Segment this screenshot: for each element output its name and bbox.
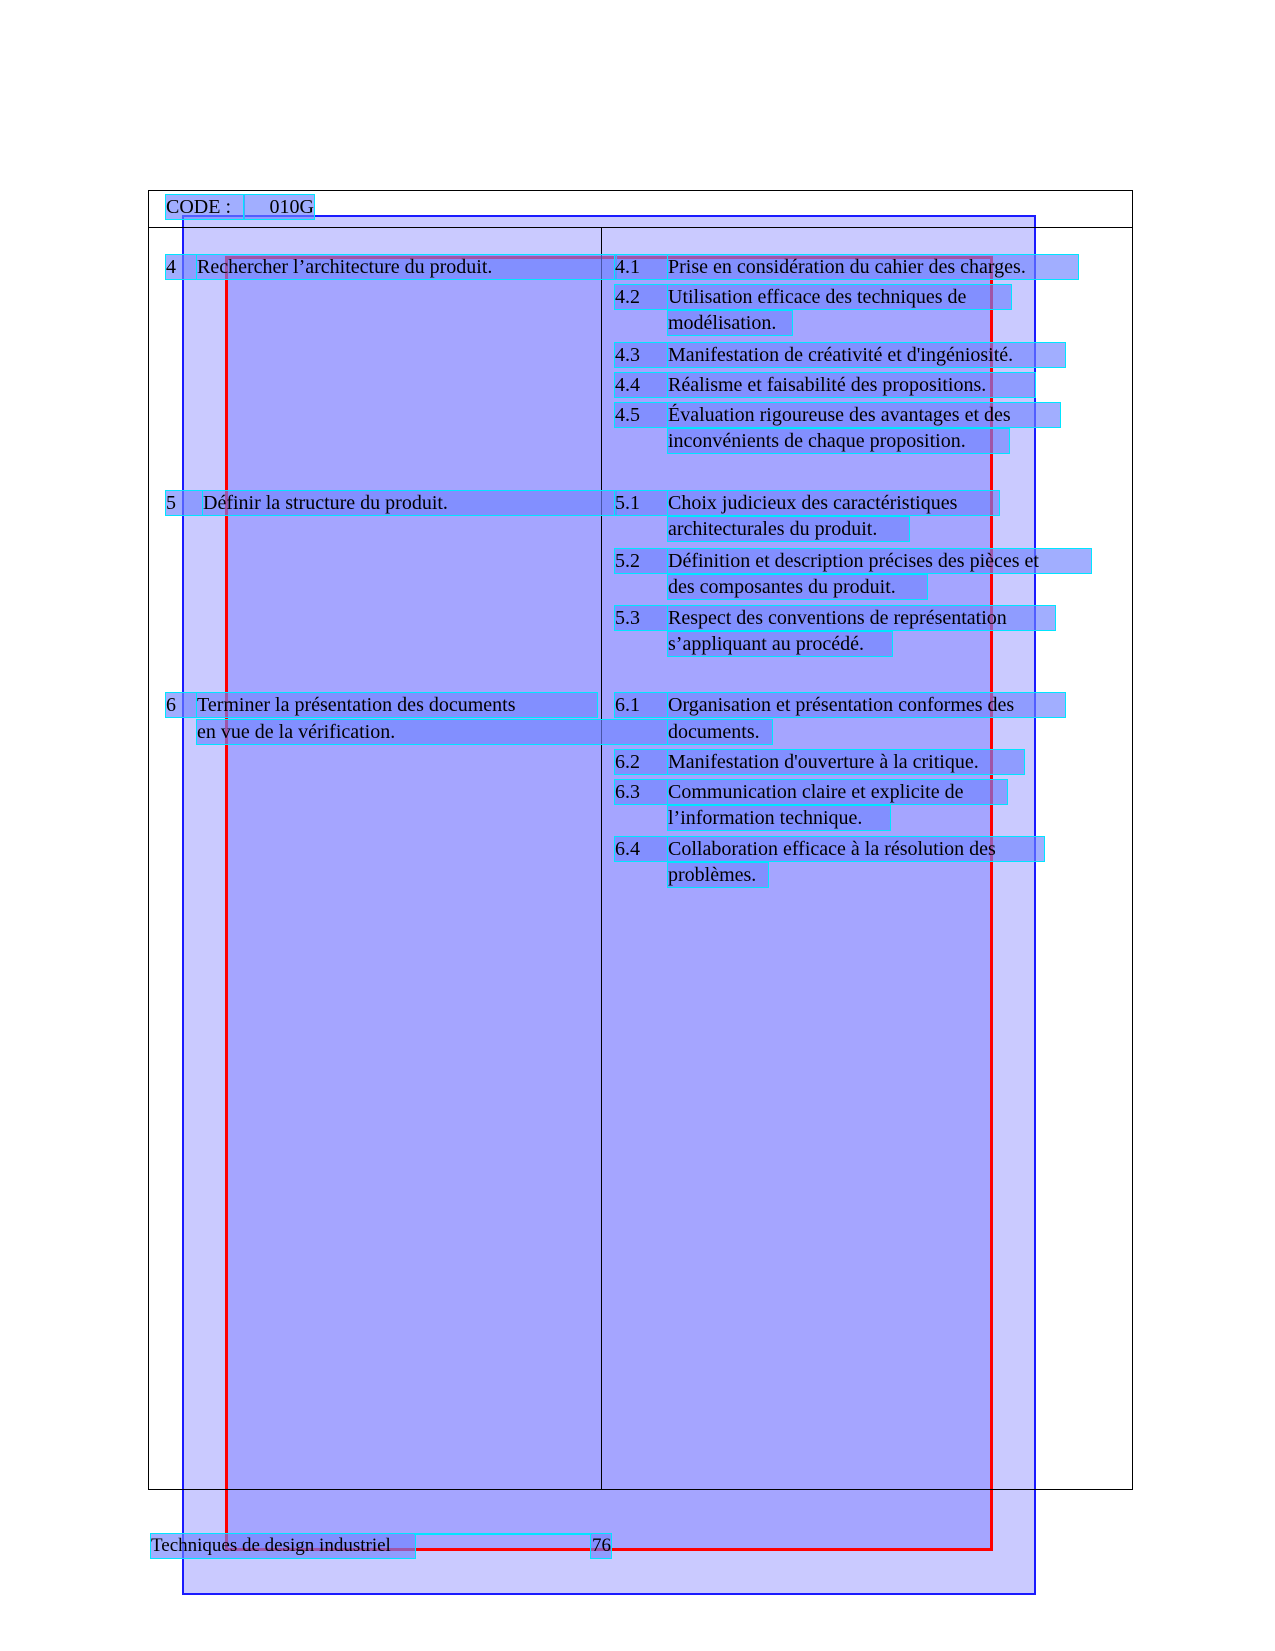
criterion-number: 4.4: [615, 373, 667, 397]
criterion-number: 4.2: [615, 285, 667, 309]
criterion-text: l’information technique.: [668, 806, 890, 830]
criterion-number: 6.4: [615, 837, 667, 861]
header-divider: [148, 227, 1133, 228]
criterion-text: Choix judicieux des caractéristiques: [668, 491, 999, 515]
criterion-number: 4.1: [615, 255, 667, 279]
footer-page-number: 76: [592, 1535, 611, 1556]
criterion-text: Réalisme et faisabilité des propositions.: [668, 373, 1035, 397]
criterion-text: Respect des conventions de représentation: [668, 606, 1055, 630]
competency-number: 4: [166, 255, 196, 279]
criterion-text: Manifestation de créativité et d'ingéniosité.: [668, 343, 1065, 367]
criterion-number: 5.2: [615, 549, 667, 573]
criterion-text: Utilisation efficace des techniques de: [668, 285, 1011, 309]
criterion-text: Organisation et présentation conformes des: [668, 693, 1065, 717]
code-label: CODE :: [166, 195, 244, 219]
competency-text: en vue de la vérification.: [197, 720, 667, 744]
criterion-number: 5.3: [615, 606, 667, 630]
criterion-text: Prise en considération du cahier des charges.: [668, 255, 1078, 279]
competency-text: Définir la structure du produit.: [203, 491, 616, 515]
criterion-text: s’appliquant au procédé.: [668, 632, 892, 656]
criterion-number: 6.3: [615, 780, 667, 804]
code-value: 010G: [244, 195, 314, 219]
criterion-text: modélisation.: [668, 311, 792, 335]
criterion-text: architecturales du produit.: [668, 517, 909, 541]
competency-number: 6: [166, 693, 196, 717]
criterion-number: 6.1: [615, 693, 667, 717]
footer-program: Techniques de design industriel: [151, 1534, 415, 1558]
criterion-text: Collaboration efficace à la résolution des: [668, 837, 1044, 861]
criterion-text: Définition et description précises des pièces et: [668, 549, 1091, 573]
criterion-text: problèmes.: [668, 863, 768, 887]
criterion-number: 4.3: [615, 343, 667, 367]
criterion-number: 6.2: [615, 750, 667, 774]
column-divider: [601, 227, 602, 1490]
criterion-text: des composantes du produit.: [668, 575, 927, 599]
criterion-number: 4.5: [615, 403, 667, 427]
competency-text: Terminer la présentation des documents: [197, 693, 597, 717]
criterion-text: Communication claire et explicite de: [668, 780, 1007, 804]
criterion-text: Manifestation d'ouverture à la critique.: [668, 750, 1024, 774]
criterion-text: Évaluation rigoureuse des avantages et des: [668, 403, 1060, 427]
competency-text: Rechercher l’architecture du produit.: [197, 255, 616, 279]
criterion-text: inconvénients de chaque proposition.: [668, 429, 1009, 453]
criterion-number: 5.1: [615, 491, 667, 515]
criterion-text: documents.: [668, 720, 772, 744]
competency-number: 5: [166, 491, 202, 515]
